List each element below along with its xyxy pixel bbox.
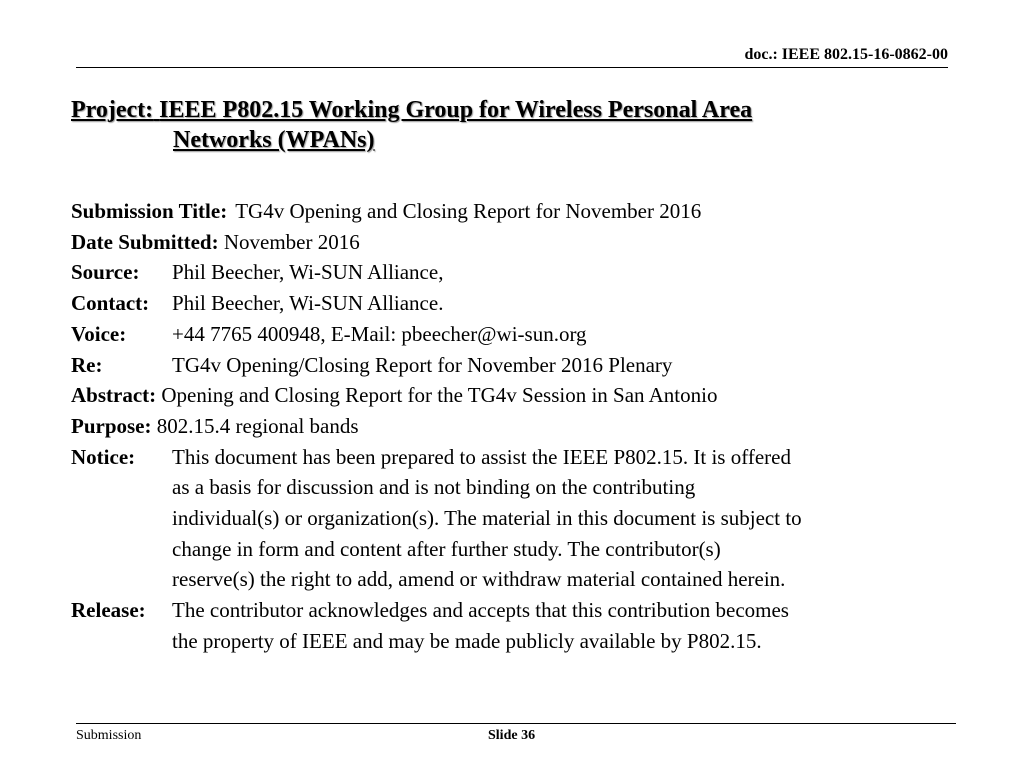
submission-fields bbox=[71, 196, 951, 657]
project-title-line1: IEEE P802.15 Working Group for Wireless Personal Area bbox=[159, 97, 753, 123]
release-text bbox=[71, 595, 951, 656]
source-value: Phil Beecher, Wi-SUN Alliance, bbox=[172, 260, 444, 285]
notice-line: as a basis for discussion and is not binding on the contributing bbox=[172, 475, 696, 500]
notice-label: Notice: bbox=[71, 444, 136, 469]
purpose-row bbox=[71, 411, 951, 442]
project-title bbox=[71, 95, 951, 155]
date-submitted-label: Date Submitted: bbox=[71, 229, 219, 254]
re-label: Re: bbox=[71, 352, 103, 377]
re-row bbox=[71, 350, 951, 381]
notice-line: change in form and content after further study. The contributor(s) bbox=[172, 536, 721, 561]
contact-label: Contact: bbox=[71, 291, 150, 316]
purpose-value: 802.15.4 regional bands bbox=[156, 413, 359, 438]
abstract-label: Abstract: bbox=[71, 383, 157, 408]
submission-title-value: TG4v Opening and Closing Report for November 2016 bbox=[235, 199, 702, 223]
release-label: Release: bbox=[71, 598, 146, 623]
submission-title-label: Submission Title: bbox=[71, 199, 228, 223]
footer-submission: Submission bbox=[76, 728, 142, 743]
project-title-line2: Networks (WPANs) bbox=[173, 127, 375, 153]
document-id: doc.: IEEE 802.15-16-0862-00 bbox=[744, 46, 948, 63]
voice-row bbox=[71, 319, 951, 350]
contact-row bbox=[71, 288, 951, 319]
abstract-value: Opening and Closing Report for the TG4v Session in San Antonio bbox=[161, 383, 718, 408]
purpose-label: Purpose: bbox=[71, 413, 152, 438]
voice-label: Voice: bbox=[71, 321, 127, 346]
notice-line: reserve(s) the right to add, amend or withdraw material contained herein. bbox=[172, 567, 786, 592]
header-rule bbox=[76, 67, 948, 68]
source-label: Source: bbox=[71, 260, 140, 285]
re-value: TG4v Opening/Closing Report for November 2016 Plenary bbox=[172, 352, 673, 377]
footer-rule bbox=[76, 723, 956, 724]
slide-number: Slide 36 bbox=[488, 728, 536, 743]
date-submitted-row bbox=[71, 227, 951, 258]
voice-value: +44 7765 400948, E-Mail: pbeecher@wi-sun.org bbox=[172, 321, 587, 346]
notice-line: This document has been prepared to assist the IEEE P802.15. It is offered bbox=[172, 444, 791, 469]
notice-line: individual(s) or organization(s). The material in this document is subject to bbox=[172, 506, 802, 531]
notice-row bbox=[71, 442, 951, 596]
submission-title-row bbox=[71, 196, 951, 227]
release-row bbox=[71, 595, 951, 656]
release-line: the property of IEEE and may be made publicly available by P802.15. bbox=[172, 628, 762, 653]
abstract-row bbox=[71, 380, 951, 411]
release-line: The contributor acknowledges and accepts that this contribution becomes bbox=[172, 598, 789, 623]
source-row bbox=[71, 257, 951, 288]
notice-text bbox=[71, 442, 951, 596]
project-label: Project: bbox=[71, 97, 154, 123]
date-submitted-value: November 2016 bbox=[223, 229, 360, 254]
contact-value: Phil Beecher, Wi-SUN Alliance. bbox=[172, 291, 444, 316]
